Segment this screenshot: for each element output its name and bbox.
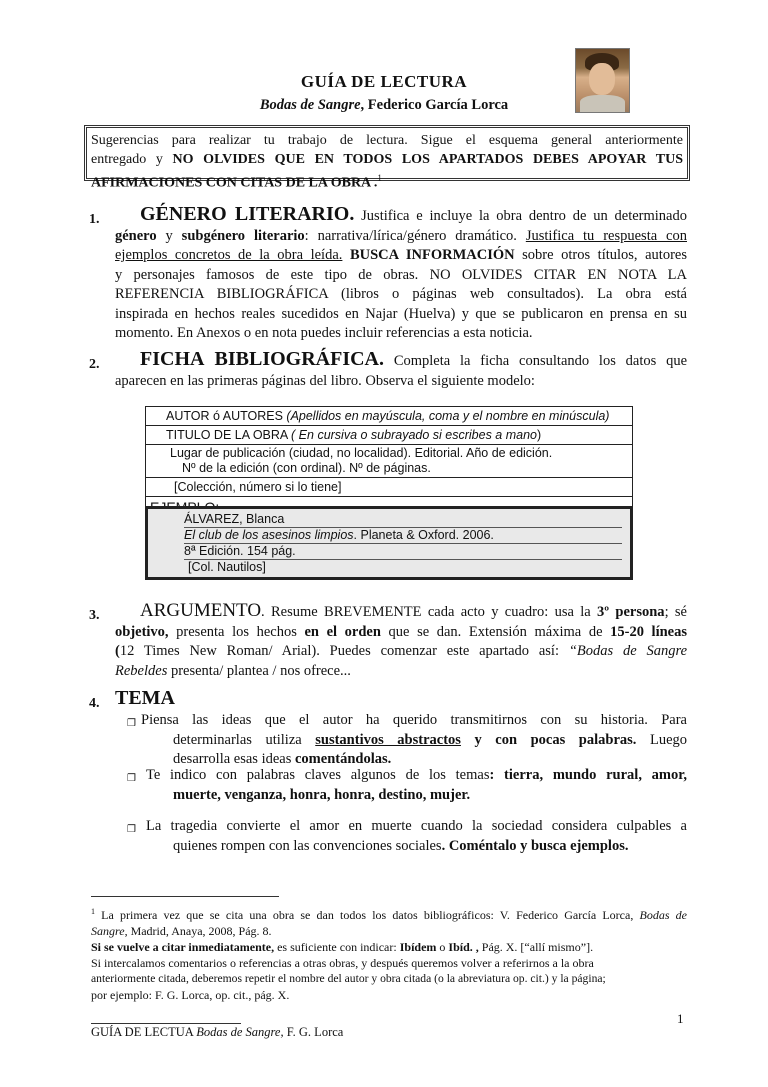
footer-work: Bodas de Sangre, — [196, 1025, 284, 1039]
section-heading: GÉNERO LITERARIO. — [140, 203, 355, 225]
footer-text: GUÍA DE LECTUA — [91, 1025, 197, 1039]
section-text: y — [156, 227, 182, 244]
portrait-shirt — [580, 95, 625, 112]
section-ficha — [91, 350, 687, 391]
bullet-text: Luego — [636, 731, 687, 748]
checkbox-bullet-icon: ❒ — [127, 824, 136, 835]
footnote-line: Si intercalamos comentarios o referencias a otras obras, y después queremos volver a referirnos a la obra — [91, 956, 594, 970]
footnote-text: o — [436, 940, 449, 954]
model-row-publication — [145, 444, 633, 477]
example-publisher: . Planeta & Oxford. 2006. — [353, 528, 494, 542]
section-number: 1. — [89, 212, 100, 227]
underlined-text: Justifica tu respuesta con — [525, 227, 687, 244]
bullet-line: Piensa las ideas que el autor ha querido transmitirnos con su historia. Para — [141, 712, 687, 728]
section-line — [91, 601, 687, 623]
instructions-emphasis: NO OLVIDES QUE EN TODOS LOS APARTADOS DEBES APOYAR TUS — [172, 152, 683, 167]
footnote-text: es suficiente con indicar: — [274, 940, 400, 954]
portrait-face — [589, 63, 615, 95]
footnote — [91, 904, 687, 1003]
section-heading: TEMA — [115, 687, 175, 709]
footnote-line — [91, 904, 687, 923]
footnote-text: , Madrid, Anaya, 2008, Pág. 8. — [124, 924, 272, 938]
section-text: presenta/ plantea / nos ofrece... — [167, 662, 351, 679]
footer-separator — [91, 1023, 241, 1024]
example-title: El club de los asesinos limpios — [184, 528, 354, 542]
footnote-line — [91, 939, 687, 955]
section-argumento — [91, 601, 687, 681]
bold-term: : tierra, mundo rural, amor, — [489, 767, 687, 783]
model-label: AUTOR ó AUTORES — [166, 409, 287, 423]
footnote-text: La primera vez que se cita una obra se dan todos los datos bibliográficos: V. Federico García Lorca, — [95, 908, 640, 922]
example-title-line — [184, 528, 622, 544]
bold-term: 15-20 líneas — [610, 623, 688, 640]
bullet-line — [146, 837, 687, 857]
bullet-text: quienes rompen con las convenciones sociales — [173, 837, 442, 854]
page-subtitle — [0, 97, 768, 114]
bold-term: subgénero literario — [181, 227, 305, 244]
author-name: , Federico García Lorca — [360, 97, 509, 113]
instructions-line-3 — [91, 169, 683, 193]
bold-term: comentándolas. — [295, 751, 392, 767]
bold-term: 3º persona — [597, 604, 665, 620]
bold-term: muerte, venganza, honra, honra, destino, mujer. — [173, 786, 471, 803]
checkbox-bullet-icon: ❒ — [127, 718, 136, 729]
section-line — [91, 689, 687, 711]
model-row-collection: [Colección, número si lo tiene] — [145, 477, 633, 496]
section-genero — [91, 205, 687, 344]
instructions-text: entregado y — [91, 152, 173, 167]
section-text: sobre otros títulos, autores — [514, 247, 687, 263]
work-title: Bodas de Sangre — [259, 97, 361, 113]
bold-term: . Coméntalo y busca ejemplos. — [441, 837, 629, 854]
section-line — [91, 350, 687, 372]
section-text: Justifica e incluye la obra dentro de un determinado — [361, 208, 687, 224]
section-text: presenta los hechos — [168, 623, 305, 640]
bold-term: objetivo, — [115, 623, 169, 640]
footnote-line: por ejemplo: F. G. Lorca, op. cit., pág. X. — [91, 988, 290, 1002]
bullet-line — [146, 766, 687, 786]
italic-text: Rebeldes — [115, 662, 168, 679]
section-line: REFERENCIA BIBLIOGRÁFICA (libros o páginas web consultados). La obra está — [115, 286, 687, 302]
footnote-separator — [91, 896, 279, 897]
bullet-line — [146, 786, 687, 806]
checkbox-bullet-icon: ❒ — [127, 773, 136, 784]
section-line — [91, 205, 687, 227]
page-footer — [91, 1025, 343, 1040]
footnote-number: 1 — [91, 907, 95, 916]
section-tema — [91, 689, 687, 711]
section-text: ; sé — [664, 604, 687, 620]
section-text: 12 Times New Roman/ Arial). Puedes comenzar este apartado así: — [119, 643, 569, 659]
bullet-line — [141, 731, 687, 751]
footnote-line — [91, 923, 687, 939]
section-heading: FICHA BIBLIOGRÁFICA. — [140, 348, 384, 370]
instructions-line-2 — [91, 150, 683, 169]
footnote-line: anteriormente citada, deberemos repetir el nombre del autor y obra citada (o la abreviatura op. cit.) y la página; — [91, 972, 606, 985]
section-line — [91, 246, 687, 266]
section-line: y personajes famosos de este tipo de obras. NO OLVIDES CITAR EN NOTA LA — [115, 266, 687, 283]
instructions-line-1: Sugerencias para realizar tu trabajo de lectura. Sigue el esquema general anteriormente — [91, 133, 683, 148]
section-number: 2. — [89, 357, 100, 372]
bold-term: Si se vuelve a citar inmediatamente, — [91, 940, 275, 954]
page-title: GUÍA DE LECTURA — [300, 72, 468, 91]
section-text: que se dan. Extensión máxima de — [380, 623, 611, 640]
section-line — [91, 662, 687, 682]
footer-author: F. G. Lorca — [283, 1025, 344, 1039]
model-hint: ( En cursiva o subrayado si escribes a mano — [291, 428, 537, 442]
model-label: ) — [537, 428, 542, 442]
footnote-ref[interactable]: 1 — [377, 173, 382, 183]
bullet-text: Te indico con palabras claves algunos de los temas — [146, 767, 490, 783]
bold-term: en el orden — [304, 623, 381, 640]
italic-text: Bodas de — [639, 908, 687, 922]
example-box — [145, 506, 633, 580]
underlined-bold-text: sustantivos abstractos — [315, 731, 461, 748]
instructions-box — [84, 125, 690, 191]
section-line — [91, 227, 687, 247]
example-author: ÁLVAREZ, Blanca — [184, 512, 622, 528]
bullet-line: La tragedia convierte el amor en muerte cuando la sociedad considera culpables a — [146, 818, 687, 834]
bold-term: Ibíd. , — [448, 940, 479, 954]
model-label: Nº de la edición (con ordinal). Nº de páginas. — [182, 461, 431, 475]
bold-term: género — [115, 227, 157, 244]
section-text: : narrativa/lírica/género dramático. — [304, 227, 526, 244]
section-line — [91, 623, 687, 643]
bold-term: BUSCA INFORMACIÓN — [342, 247, 515, 263]
section-line: inspirada en hechos reales sucedidos en Najar (Huelva) y que se publicaron en prensa en su — [115, 305, 687, 322]
section-text: . Resume BREVEMENTE cada acto y cuadro: usa la — [261, 604, 598, 620]
footnote-text: Pág. X. [“allí mismo”]. — [478, 940, 594, 954]
example-collection: [Col. Nautilos] — [188, 560, 266, 574]
section-line: aparecen en las primeras páginas del libro. Observa el siguiente modelo: — [115, 372, 535, 389]
example-edition: 8ª Edición. 154 pág. — [184, 544, 622, 560]
model-row-title — [145, 425, 633, 444]
section-number: 3. — [89, 608, 100, 623]
underlined-text: ejemplos concretos de la obra leída. — [115, 247, 343, 263]
tema-bullet-2 — [127, 766, 687, 805]
author-portrait — [575, 48, 630, 113]
bold-term: ( — [115, 643, 120, 659]
bullet-text: determinarlas utiliza — [173, 731, 316, 748]
section-heading: ARGUMENTO — [140, 600, 262, 621]
bold-term: Ibídem — [399, 940, 437, 954]
italic-text: “Bodas de Sangre — [568, 643, 687, 659]
page-number: 1 — [677, 1011, 684, 1026]
italic-text: Sangre — [91, 924, 125, 938]
bibliographic-model — [145, 406, 633, 518]
model-row-author — [145, 406, 633, 425]
section-number: 4. — [89, 696, 100, 711]
bold-term: y con pocas palabras. — [460, 731, 637, 748]
tema-bullet-3 — [127, 817, 687, 856]
model-hint: (Apellidos en mayúscula, coma y el nombre en minúscula) — [286, 409, 610, 423]
bullet-text: desarrolla esas ideas — [173, 751, 295, 767]
instructions-emphasis-end: AFIRMACIONES CON CITAS DE LA OBRA . — [91, 175, 378, 191]
section-line: momento. En Anexos o en nota puedes incluir referencias a esta noticia. — [115, 325, 533, 341]
model-label: TITULO DE LA OBRA — [166, 428, 292, 442]
section-text: Completa la ficha consultando los datos que — [393, 353, 688, 369]
model-label: Lugar de publicación (ciudad, no localidad). Editorial. Año de edición. — [170, 446, 553, 460]
section-line — [91, 642, 687, 662]
tema-bullet-1 — [127, 711, 687, 770]
